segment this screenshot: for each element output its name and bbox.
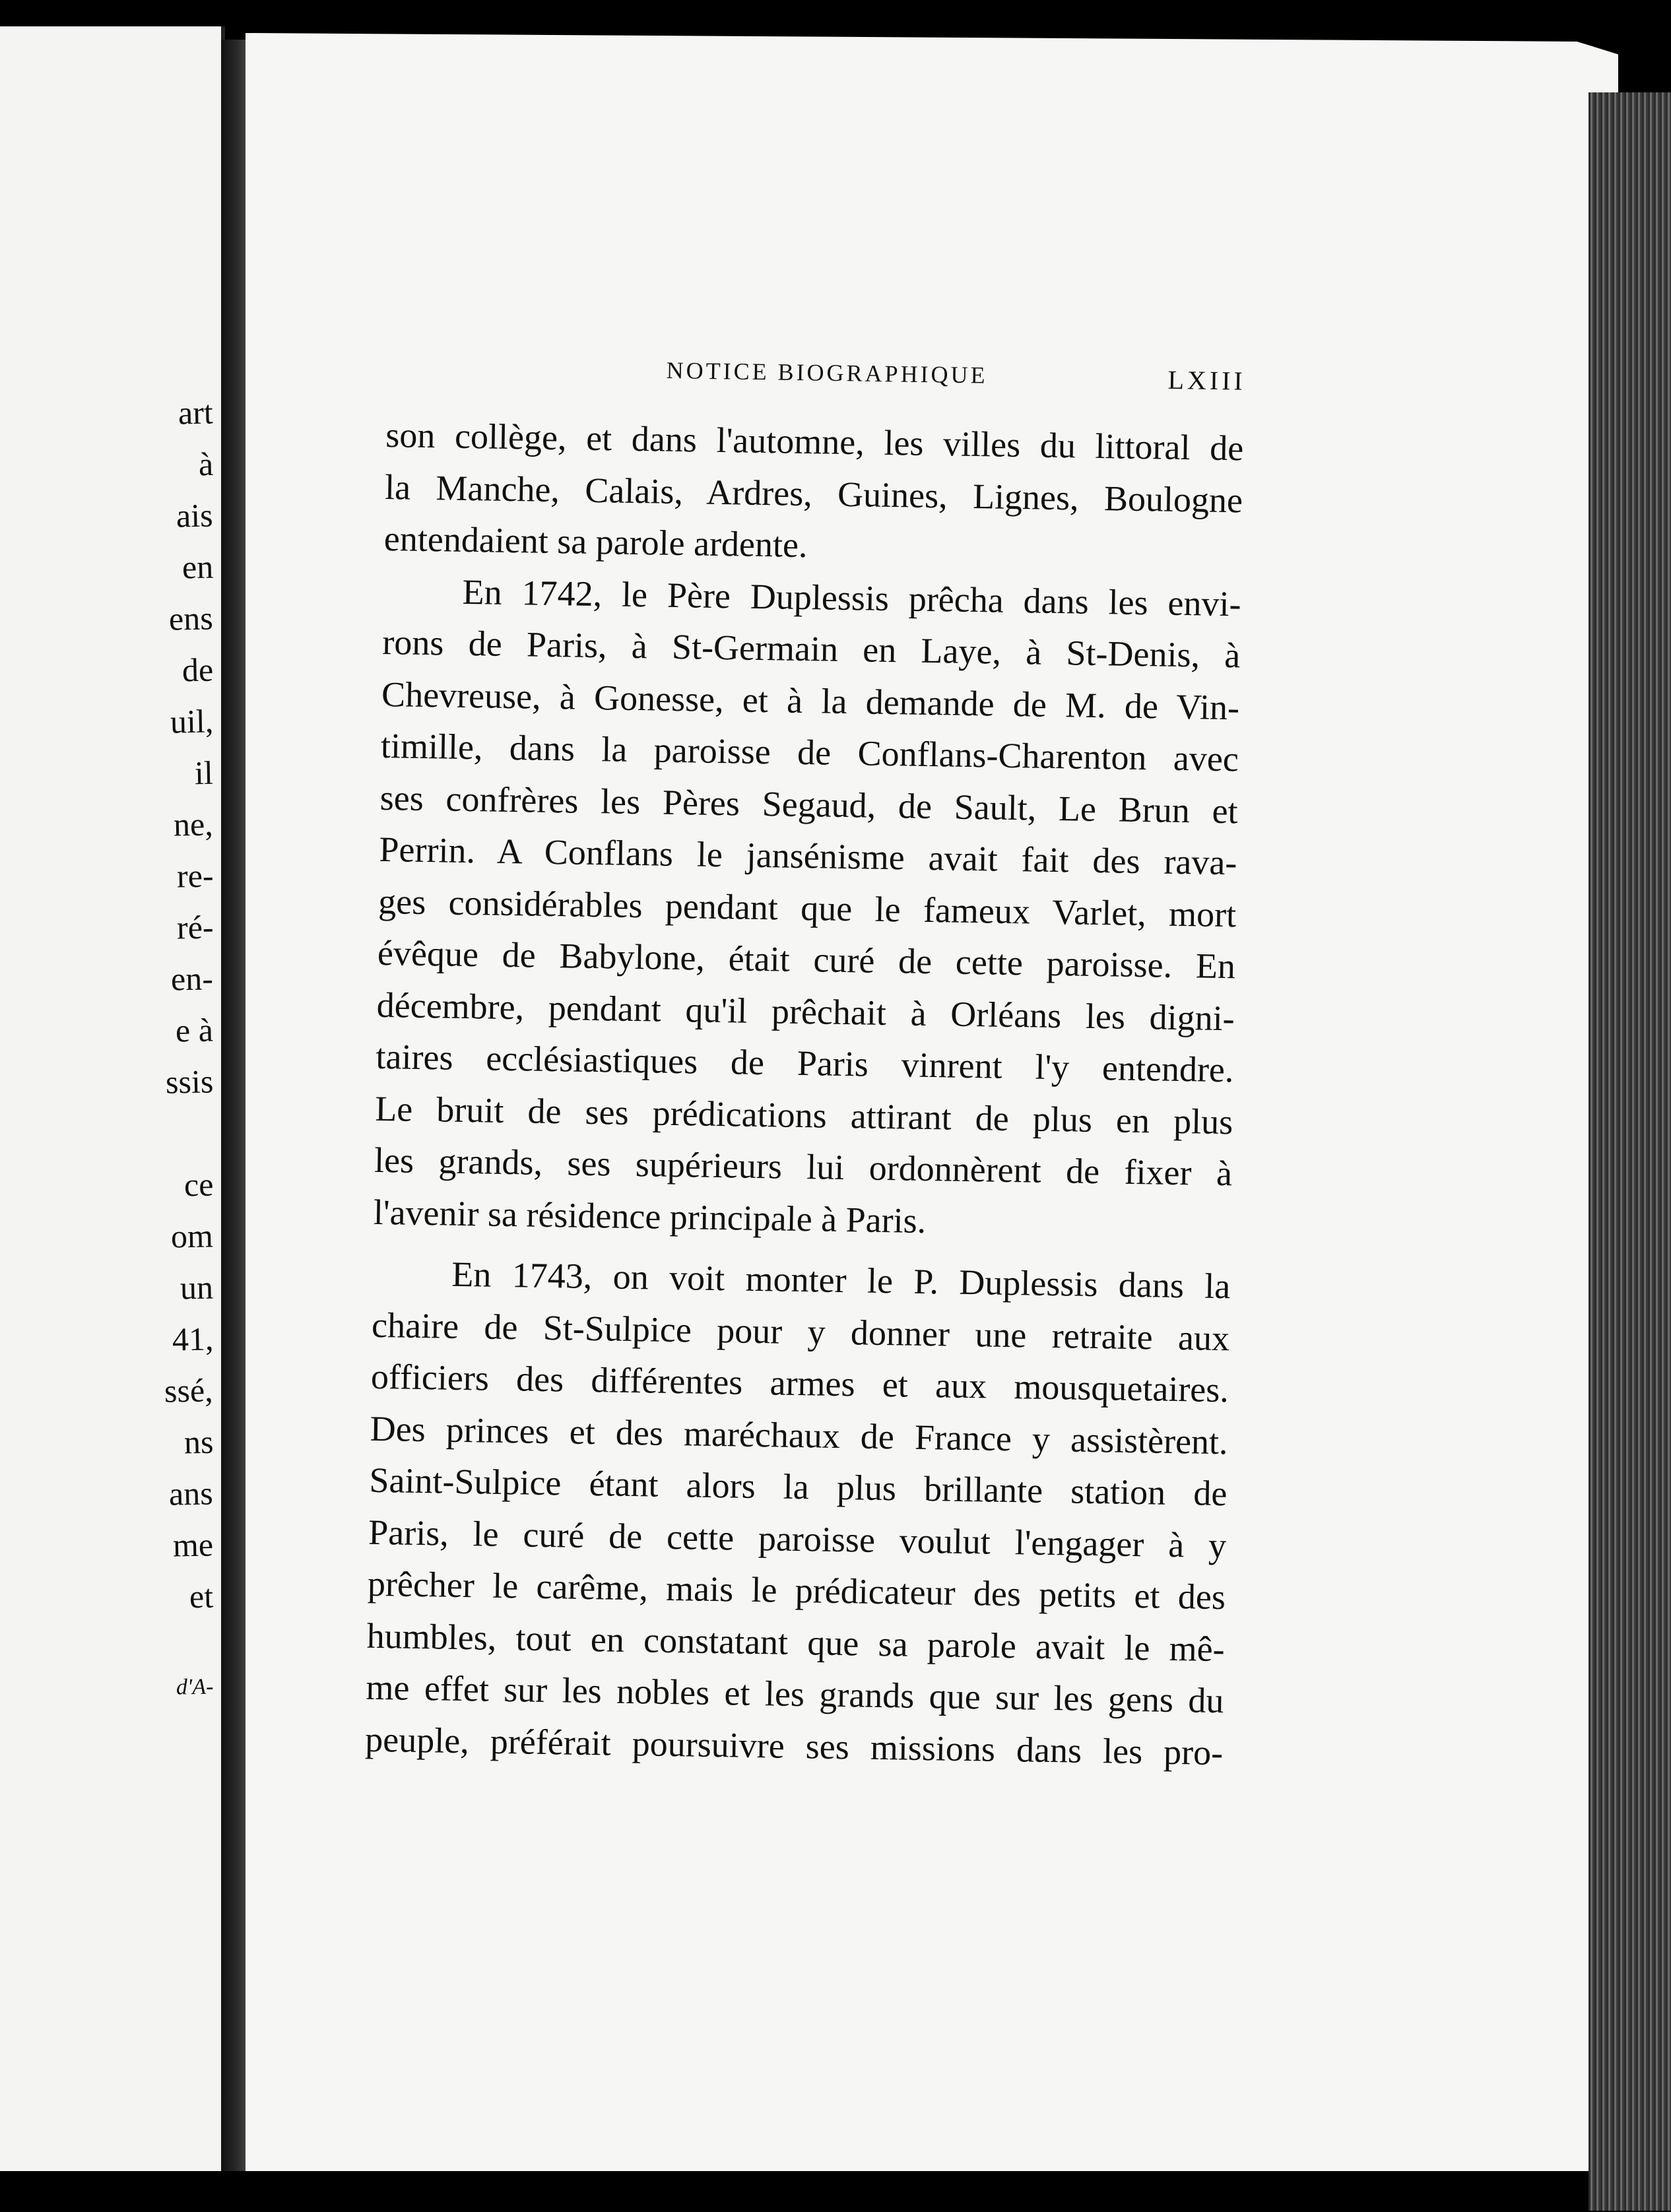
text-line: me effet sur les nobles et les grands que sur les gens du	[366, 1667, 1224, 1721]
page-block-edge	[1589, 92, 1671, 2211]
text-line: prêcher le carême, mais le prédicateur des petits et des	[367, 1563, 1226, 1617]
left-page-fragment: un	[180, 1268, 214, 1307]
running-title: NOTICE BIOGRAPHIQUE	[666, 356, 988, 389]
text-line: timille, dans la paroisse de Conflans-Charenton avec	[380, 725, 1239, 779]
text-line: décembre, pendant qu'il prêchait à Orléans les digni-	[376, 985, 1235, 1038]
text-line: Paris, le curé de cette paroisse voulut l'engager à y	[368, 1512, 1227, 1565]
text-line: ses confrères les Pères Segaud, de Sault, Le Brun et	[379, 777, 1239, 831]
left-page-fragment: en	[181, 548, 214, 586]
left-page-fragment: om	[170, 1217, 214, 1255]
left-page-fragment: et	[189, 1577, 214, 1615]
text-line: son collège, et dans l'automne, les villes du littoral de	[385, 414, 1244, 469]
text-line: ges considérables pendant que le fameux Varlet, mort	[377, 881, 1237, 934]
text-line: entendaient sa parole ardente.	[383, 518, 808, 566]
left-page-fragment: art	[178, 393, 214, 432]
left-page-fragment: ce	[183, 1165, 214, 1204]
text-line: Des princes et des maréchaux de France y assistèrent.	[370, 1408, 1229, 1462]
body-text	[365, 409, 1244, 1778]
text-line: chaire de St-Sulpice pour y donner une retraite aux	[371, 1305, 1230, 1358]
left-page-fragment: e à	[175, 1011, 214, 1049]
left-page-fragment: ais	[176, 496, 214, 535]
text-line: humbles, tout en constatant que sa parole avait le mê-	[366, 1615, 1226, 1669]
left-page-fragment: en-	[170, 960, 214, 998]
text-line: taires ecclésiastiques de Paris vinrent l'y entendre.	[376, 1036, 1234, 1090]
text-line: l'avenir sa résidence principale à Paris.	[373, 1192, 927, 1241]
left-page-fragment: ans	[168, 1474, 214, 1513]
left-page-fragment: ns	[183, 1423, 214, 1461]
text-line: Chevreuse, à Gonesse, et à la demande de M. de Vin-	[381, 674, 1240, 727]
left-page-fragment: ré-	[176, 908, 214, 946]
left-page-fragment: ens	[168, 599, 214, 637]
text-line: évêque de Babylone, était curé de cette paroisse. En	[377, 932, 1236, 987]
text-line: En 1743, on voit monter le P. Duplessis dans la	[451, 1254, 1231, 1307]
text-line: Saint-Sulpice étant alors la plus brillante station de	[369, 1460, 1228, 1514]
text-line: Le bruit de ses prédications attirant de plus en plus	[374, 1088, 1233, 1142]
left-page-fragment: il	[194, 754, 214, 792]
left-page-fragment: ssis	[165, 1062, 214, 1101]
previous-page	[0, 26, 225, 2171]
left-page-fragment: ssé,	[164, 1371, 214, 1410]
left-page-fragment: de	[181, 651, 214, 689]
left-page-fragment: à	[198, 445, 214, 483]
left-page-fragment: me	[172, 1526, 214, 1564]
text-line: Perrin. A Conflans le jansénisme avait fait des rava-	[379, 829, 1237, 883]
left-page-fragment: 41,	[172, 1320, 214, 1358]
page-number: LXIII	[1167, 364, 1247, 396]
text-line: peuple, préférait poursuivre ses missions dans les pro-	[364, 1719, 1224, 1773]
text-line: officiers des différentes armes et aux mousquetaires.	[370, 1356, 1229, 1410]
left-page-fragment: ne,	[173, 805, 214, 843]
left-page-fragment: re-	[176, 857, 214, 895]
left-page-fragment: uil,	[170, 702, 214, 740]
text-line: rons de Paris, à St-Germain en Laye, à St-Denis, à	[381, 622, 1241, 676]
left-page-fragment: d'A-	[176, 1674, 214, 1700]
text-line: les grands, ses supérieurs lui ordonnèrent de fixer à	[374, 1140, 1233, 1194]
book-binding-gutter	[221, 40, 247, 2171]
text-line: En 1742, le Père Duplessis prêcha dans les envi-	[462, 571, 1241, 624]
text-line: la Manche, Calais, Ardres, Guines, Lignes, Boulogne	[384, 467, 1243, 520]
